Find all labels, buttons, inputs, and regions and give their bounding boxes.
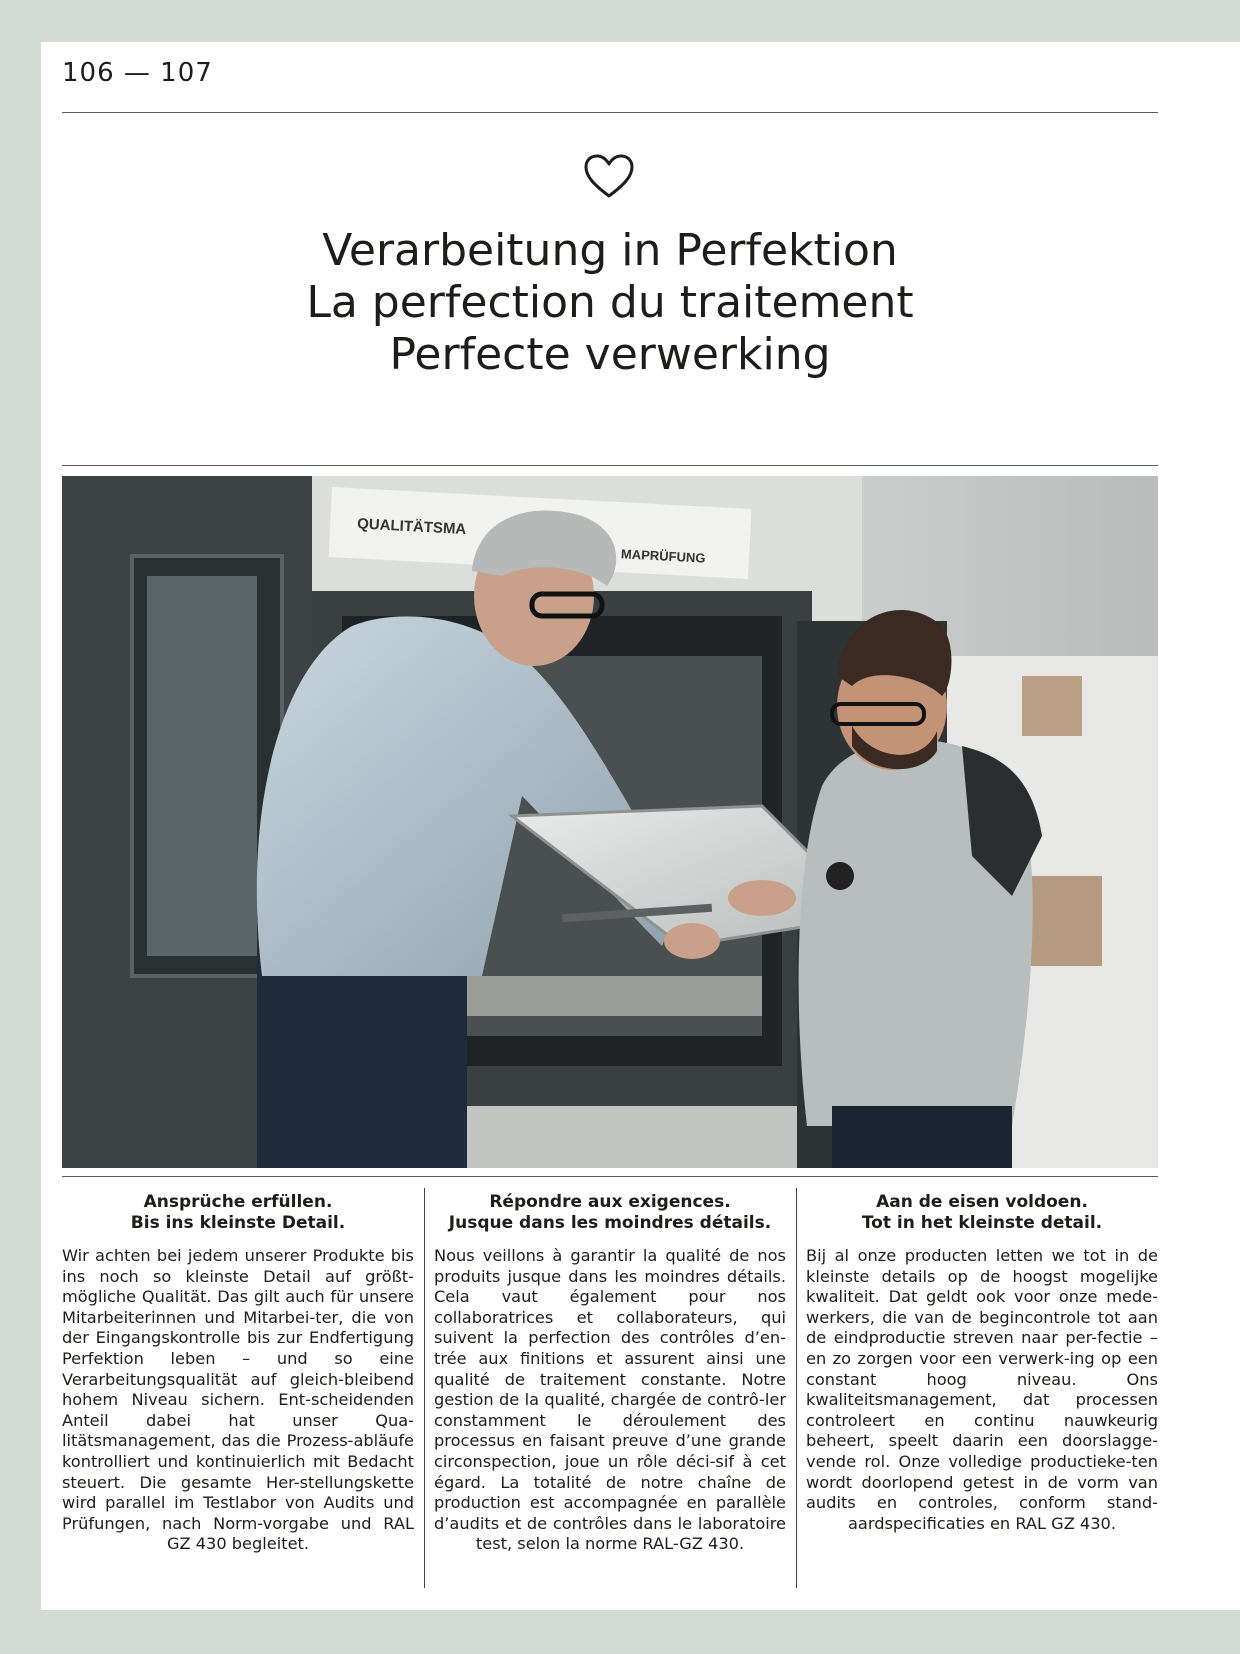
column-dutch <box>806 1192 1158 1534</box>
heading-line-2: Tot in het kleinste detail. <box>861 1213 1103 1233</box>
title-french: La perfection du traitement <box>306 277 914 328</box>
photo-top-divider <box>62 465 1158 466</box>
photo-bottom-divider <box>62 1176 1158 1177</box>
column-french <box>434 1192 786 1555</box>
heart-icon <box>583 154 635 200</box>
title-dutch: Perfecte verwerking <box>389 329 831 380</box>
sign-text-right: MAPRÜFUNG <box>620 546 706 566</box>
page-title <box>41 225 1179 381</box>
column-body: Nous veillons à garantir la qualité de nos produits jusque dans les moindres détails. Cela vaut également pour nos collaboratrices et collaborateurs, qui suivent la perfection des contrôles d’en-trée aux finitions et assurent ainsi une qualité de traitement constante. Notre gestion de la qualité, chargée de contrô-ler constamment le déroulement des processus en faisant preuve d’une grande circonspection, joue un rôle déci-sif à cet égard. La totalité de notre chaîne de production est accompagnée en parallèle d’audits et de contrôles dans le laboratoire test, selon la norme RAL-GZ 430. <box>434 1246 786 1554</box>
column-divider <box>424 1188 425 1588</box>
top-divider <box>62 112 1158 113</box>
heading-line-1: Aan de eisen voldoen. <box>876 1192 1088 1212</box>
heading-line-2: Jusque dans les moindres détails. <box>448 1213 772 1233</box>
column-body: Bij al onze producten letten we tot in de kleinste details op de hoogst mogelijke kwaliteit. Dat geldt ook voor onze mede-werkers, die van de begincontrole tot aan de eindproductie streven naar per-fectie – en zo zorgen voor een verwerk-ing op een constant hoog niveau. Ons kwaliteitsmanagement, dat processen controleert en continu nauwkeurig beheert, speelt daarin een doorslagge-vende rol. Onze volledige productieke-ten wordt doorlopend getest in de vorm van audits en controles, conform stand-aardspecificaties en RAL GZ 430. <box>806 1246 1158 1533</box>
column-german <box>62 1192 414 1555</box>
heading-line-1: Ansprüche erfüllen. <box>143 1192 333 1212</box>
column-heading <box>434 1192 786 1234</box>
column-body: Wir achten bei jedem unserer Produkte bis ins noch so kleinste Detail auf größt-mögliche Qualität. Das gilt auch für unsere Mitarbeiterinnen und Mitarbei-ter, die von der Eingangskontrolle bis zur Endfertigung Perfektion leben – und so eine Verarbeitungsqualität auf gleich-bleibend hohem Niveau sichern. Ent-scheidenden Anteil dabei hat unser Qua-litätsmanagement, das die Prozess-abläufe kontrolliert und kontinuierlich mit Bedacht steuert. Die gesamte Her-stellungskette wird parallel im Testlabor von Audits und Prüfungen, nach Norm-vorgabe und RAL GZ 430 begleitet. <box>62 1246 414 1554</box>
heading-line-2: Bis ins kleinste Detail. <box>130 1213 346 1233</box>
column-heading <box>62 1192 414 1234</box>
title-german: Verarbeitung in Perfektion <box>322 225 898 276</box>
column-divider <box>796 1188 797 1588</box>
column-heading <box>806 1192 1158 1234</box>
photo-illustration <box>62 476 1158 1168</box>
quality-control-photo <box>62 476 1158 1168</box>
catalog-page <box>41 42 1240 1610</box>
sign-text-left: QUALITÄTSMA <box>356 515 467 539</box>
heading-line-1: Répondre aux exigences. <box>489 1192 731 1212</box>
page-numbers: 106 — 107 <box>62 58 213 88</box>
